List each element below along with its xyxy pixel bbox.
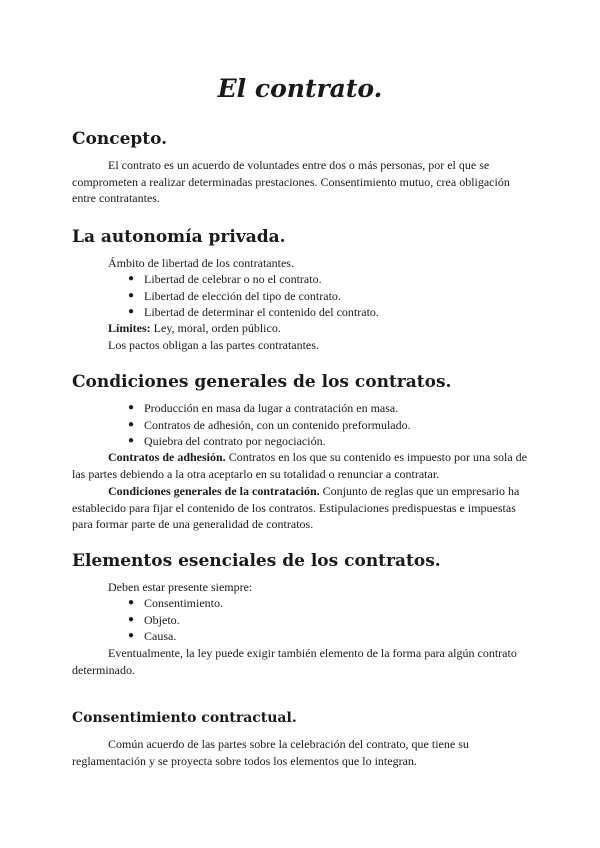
bullet-icon: ●: [128, 418, 135, 430]
bullet-icon: ●: [128, 435, 135, 446]
autonomia-list: [72, 271, 528, 321]
elementos-list: [72, 595, 528, 645]
limites-text: Ley, moral, orden público.: [150, 321, 281, 335]
section-heading-elementos: Elementos esenciales de los contratos.: [72, 551, 441, 571]
section-heading-consentimiento: Consentimiento contractual.: [72, 710, 297, 726]
list-item: ● Contratos de adhesión, con un contenido preformulado.: [128, 417, 411, 432]
bullet-icon: ●: [128, 613, 135, 625]
limites-label: Límites:: [108, 321, 151, 335]
autonomia-closing: Los pactos obligan a las partes contratantes.: [108, 338, 319, 352]
adhesion-text: Contratos en los que su contenido es impuesto por una sola de las partes debiendo a la otra aceptarlo en su totalidad o renunciar a contratar.: [72, 450, 527, 481]
list-item: ● Consentimiento.: [128, 596, 223, 610]
consentimiento-paragraph: Común acuerdo de las partes sobre la celebración del contrato, que tiene su reglamentación y se proyecta sobre todos los elementos que lo integran.: [72, 737, 469, 768]
list-item: ● Producción en masa da lugar a contratación en masa.: [128, 401, 399, 415]
adhesion-label: Contratos de adhesión.: [108, 450, 226, 464]
section-heading-concepto: Concepto.: [72, 129, 168, 149]
bullet-icon: ●: [128, 289, 135, 301]
generales-text: Conjunto de reglas que un empresario ha establecido para fijar el contenido de los contratos. Estipulaciones predispuestas e impuestas para formar parte de una generalidad de contratos.: [72, 484, 520, 531]
bullet-icon: ●: [128, 597, 135, 608]
elementos-closing: Eventualmente, la ley puede exigir también elemento de la forma para algún contrato determinado.: [72, 646, 517, 677]
concepto-paragraph: El contrato es un acuerdo de voluntades entre dos o más personas, por el que se comprometen a realizar determinadas prestaciones. Consentimiento mutuo, crea obligación entre contratantes.: [72, 158, 510, 205]
bullet-icon: ●: [128, 402, 135, 413]
bullet-icon: ●: [128, 273, 135, 284]
bullet-icon: ●: [128, 306, 135, 317]
list-item: ● Objeto.: [128, 612, 180, 627]
adhesion-paragraph: [72, 449, 528, 482]
generales-paragraph: [72, 483, 528, 533]
list-item: ● Causa.: [128, 629, 177, 643]
elementos-intro: Deben estar presente siempre:: [108, 580, 253, 594]
section-heading-autonomia: La autonomía privada.: [72, 227, 286, 247]
document-title: El contrato.: [217, 74, 383, 103]
list-item: ● Libertad de celebrar o no el contrato.: [128, 272, 322, 286]
list-item: ● Quiebra del contrato por negociación.: [128, 434, 326, 448]
autonomia-intro: Ámbito de libertad de los contratantes.: [108, 256, 294, 270]
list-item: ● Libertad de determinar el contenido del contrato.: [128, 305, 379, 319]
section-heading-condiciones: Condiciones generales de los contratos.: [72, 372, 452, 392]
list-item: ● Libertad de elección del tipo de contrato.: [128, 288, 341, 303]
autonomia-limites: [72, 320, 564, 337]
condiciones-list: [72, 400, 528, 450]
bullet-icon: ●: [128, 630, 135, 641]
generales-label: Condiciones generales de la contratación.: [108, 484, 320, 498]
